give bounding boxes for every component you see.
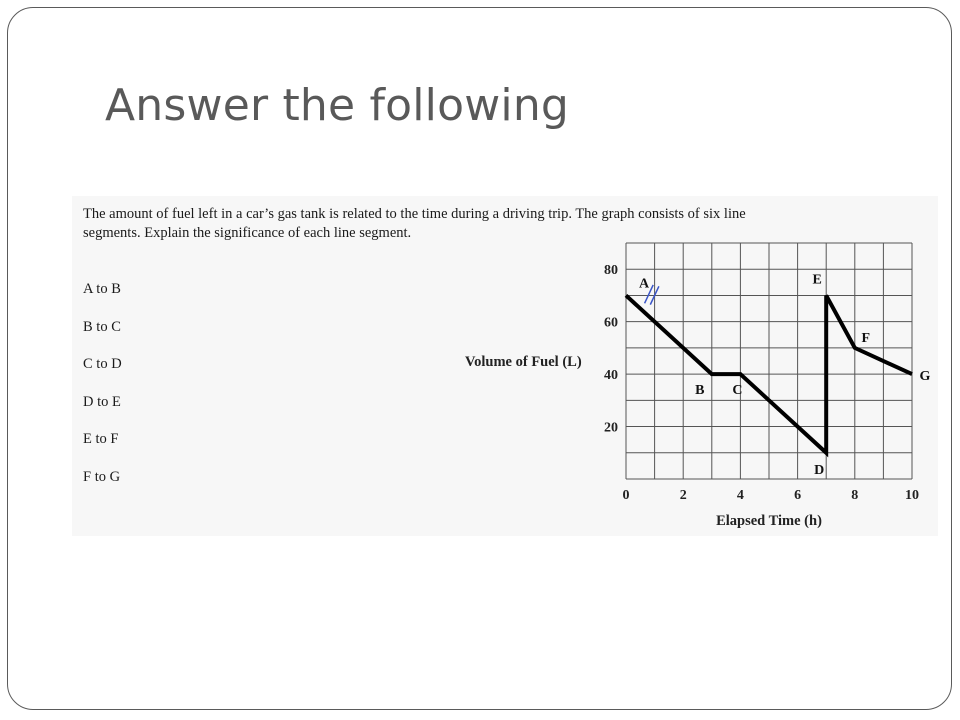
segment-item: C to D [83,356,122,373]
segment-item: F to G [83,468,121,485]
fuel-volume-chart [450,230,940,540]
x-tick-label: 4 [736,488,744,503]
y-tick-label: 40 [604,368,618,384]
segment-list [83,279,122,505]
point-label-f: F [861,330,871,346]
x-tick-label: 8 [851,488,859,503]
segment-item: E to F [83,431,119,448]
y-axis-label: Volume of Fuel (L) [465,354,582,370]
slide-title: Answer the following [105,80,570,131]
y-tick-label: 20 [604,420,618,436]
point-label-e: E [812,272,822,288]
point-label-c: C [732,383,743,399]
x-tick-label: 10 [905,488,919,503]
segment-item: B to C [83,318,121,335]
y-tick-label: 60 [604,315,618,331]
x-tick-label: 6 [794,488,802,503]
problem-text-line: The amount of fuel left in a car’s gas tank is related to the time during a driving trip. The graph consists of six line [83,206,746,222]
point-label-d: D [814,462,825,478]
segment-item: A to B [83,281,121,297]
problem-text-line: segments. Explain the significance of each line segment. [83,225,412,241]
x-axis-label: Elapsed Time (h) [716,513,822,529]
x-tick-label: 2 [679,488,687,503]
point-label-a: A [638,276,650,292]
y-tick-label: 80 [604,263,618,279]
x-tick-label: 0 [622,488,630,503]
point-label-g: G [919,369,931,385]
point-label-b: B [695,383,705,399]
segment-item: D to E [83,393,121,410]
